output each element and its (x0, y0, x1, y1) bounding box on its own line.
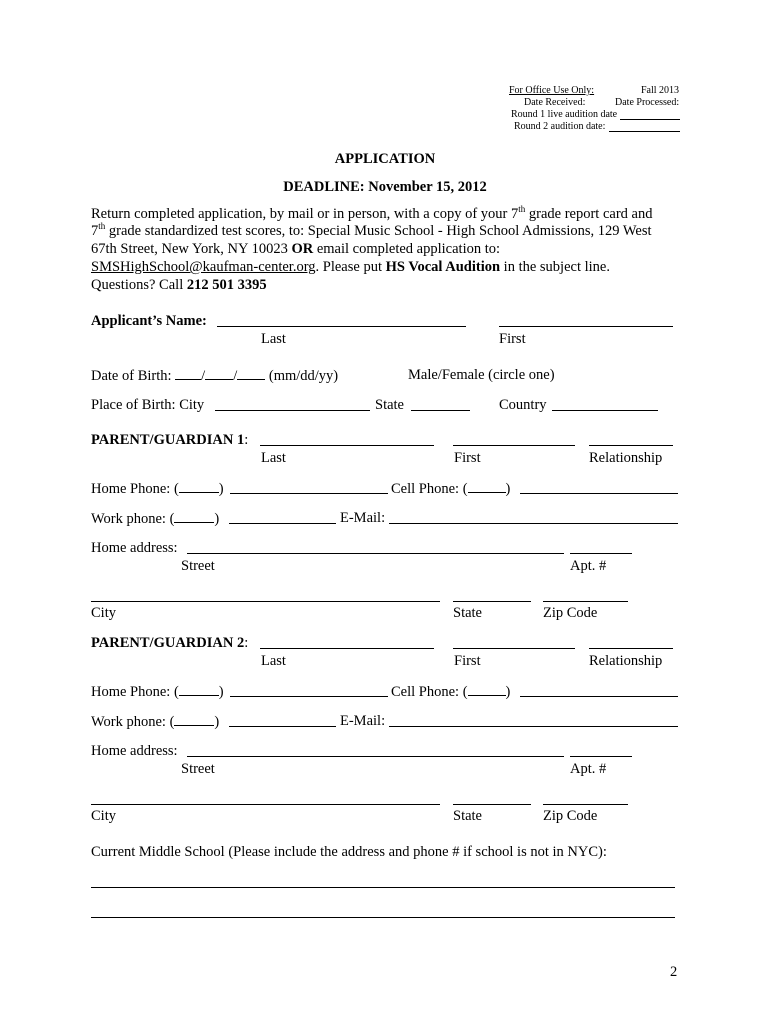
applicant-last-caption: Last (261, 331, 286, 347)
guardian-1-state-caption: State (453, 605, 482, 621)
guardian-1-work-phone-row (91, 509, 219, 528)
guardian-2-last-field[interactable] (260, 648, 434, 649)
guardian-2-home-area-code-field[interactable] (179, 682, 219, 696)
date-processed-label: Date Processed: (615, 97, 680, 108)
guardian-1-street-caption: Street (181, 558, 215, 574)
dob-separator: / (233, 368, 238, 384)
dob-label: Date of Birth: (91, 368, 172, 384)
guardian-label-text: PARENT/GUARDIAN 1 (91, 432, 245, 448)
guardian-2-relationship-caption: Relationship (589, 653, 663, 669)
superscript: th (98, 221, 106, 232)
colon: : (244, 432, 249, 448)
office-use-label: For Office Use Only: (509, 85, 595, 96)
guardian-1-home-area-code-field[interactable] (179, 479, 219, 493)
paren: ) (505, 684, 511, 700)
contact-phone: 212 501 3395 (186, 277, 267, 293)
applicant-first-field[interactable] (499, 326, 673, 327)
date-received-label: Date Received: (524, 97, 586, 108)
guardian-2-address-label: Home address: (91, 743, 178, 759)
birth-state-label: State (375, 397, 404, 413)
intro-or: OR (291, 241, 314, 257)
guardian-1-email-label: E-Mail: (340, 510, 386, 526)
page-title: APPLICATION (334, 151, 436, 167)
guardian-2-zip-field[interactable] (543, 804, 628, 805)
superscript: th (518, 204, 526, 215)
work-phone-label: Work phone: ( (91, 714, 175, 730)
email-link[interactable]: SMSHighSchool@kaufman-center.org (91, 259, 316, 275)
guardian-2-apt-caption: Apt. # (570, 761, 607, 777)
intro-line-3 (91, 240, 500, 258)
guardian-2-street-field[interactable] (187, 756, 564, 757)
guardian-1-label (91, 431, 248, 449)
guardian-1-address-label: Home address: (91, 540, 178, 556)
birth-city-label: Place of Birth: City (91, 397, 205, 413)
applicant-first-caption: First (499, 331, 526, 347)
guardian-1-first-field[interactable] (453, 445, 575, 446)
guardian-2-state-caption: State (453, 808, 482, 824)
guardian-1-work-area-code-field[interactable] (174, 509, 214, 523)
guardian-1-relationship-caption: Relationship (589, 450, 663, 466)
intro-text: in the subject line. (500, 259, 610, 275)
round1-label: Round 1 live audition date (511, 109, 618, 120)
guardian-1-apt-caption: Apt. # (570, 558, 607, 574)
round2-label: Round 2 audition date: (514, 121, 606, 132)
deadline: DEADLINE: November 15, 2012 (283, 179, 487, 195)
guardian-1-zip-field[interactable] (543, 601, 628, 602)
guardian-1-cell-phone-field[interactable] (520, 493, 678, 494)
guardian-2-zip-caption: Zip Code (543, 808, 598, 824)
intro-text: 67th Street, New York, NY 10023 (91, 241, 292, 257)
guardian-2-email-label: E-Mail: (340, 713, 386, 729)
guardian-1-home-phone-row (91, 479, 224, 498)
guardian-2-label (91, 634, 248, 652)
intro-text: Questions? Call (91, 277, 187, 293)
paren: ) (214, 511, 220, 527)
guardian-1-last-caption: Last (261, 450, 286, 466)
guardian-2-city-caption: City (91, 808, 116, 824)
guardian-label-text: PARENT/GUARDIAN 2 (91, 635, 245, 651)
paren: ) (505, 481, 511, 497)
work-phone-label: Work phone: ( (91, 511, 175, 527)
round1-field[interactable] (620, 119, 680, 120)
guardian-2-cell-phone-field[interactable] (520, 696, 678, 697)
colon: : (244, 635, 249, 651)
dob-month-field[interactable] (175, 366, 201, 380)
intro-text: email completed application to: (313, 241, 501, 257)
cell-phone-label: Cell Phone: ( (391, 684, 468, 700)
middle-school-field-line-1[interactable] (91, 887, 675, 888)
subject-line-text: HS Vocal Audition (385, 259, 501, 275)
paren: ) (218, 481, 224, 497)
guardian-1-state-field[interactable] (453, 601, 531, 602)
dob-year-field[interactable] (237, 366, 265, 380)
guardian-1-city-field[interactable] (91, 601, 440, 602)
guardian-1-cell-area-code-field[interactable] (468, 479, 506, 493)
middle-school-label: Current Middle School (Please include the address and phone # if school is not in NYC): (91, 844, 607, 860)
office-term: Fall 2013 (641, 85, 680, 96)
guardian-1-street-field[interactable] (187, 553, 564, 554)
guardian-2-first-field[interactable] (453, 648, 575, 649)
intro-text: 7 (91, 223, 99, 239)
dob-day-field[interactable] (205, 366, 233, 380)
cell-phone-label: Cell Phone: ( (391, 481, 468, 497)
guardian-2-work-area-code-field[interactable] (174, 712, 214, 726)
guardian-2-street-caption: Street (181, 761, 215, 777)
intro-text: . Please put (315, 259, 386, 275)
guardian-2-first-caption: First (454, 653, 481, 669)
intro-line-2 (91, 222, 652, 240)
birth-country-field[interactable] (552, 410, 658, 411)
home-phone-label: Home Phone: ( (91, 684, 179, 700)
guardian-1-apt-field[interactable] (570, 553, 632, 554)
intro-text: Return completed application, by mail or in person, with a copy of your 7 (91, 206, 519, 222)
guardian-2-home-phone-row (91, 682, 224, 701)
dob-separator: / (201, 368, 206, 384)
guardian-2-relationship-field[interactable] (589, 648, 673, 649)
middle-school-field-line-2[interactable] (91, 917, 675, 918)
guardian-2-cell-phone-row (391, 682, 510, 701)
gender-select[interactable]: Male/Female (circle one) (408, 367, 555, 383)
guardian-2-email-field[interactable] (389, 726, 678, 727)
birth-country-label: Country (499, 397, 547, 413)
guardian-1-cell-phone-row (391, 479, 510, 498)
page-number: 2 (670, 964, 678, 980)
guardian-1-work-phone-field[interactable] (229, 523, 336, 524)
applicant-name-label: Applicant’s Name: (91, 313, 207, 329)
guardian-2-work-phone-field[interactable] (229, 726, 336, 727)
round2-field[interactable] (609, 131, 680, 132)
guardian-2-cell-area-code-field[interactable] (468, 682, 506, 696)
applicant-last-field[interactable] (217, 326, 466, 327)
guardian-1-city-caption: City (91, 605, 116, 621)
paren: ) (218, 684, 224, 700)
guardian-1-relationship-field[interactable] (589, 445, 673, 446)
intro-text: grade report card and (525, 206, 653, 222)
guardian-2-state-field[interactable] (453, 804, 531, 805)
guardian-2-city-field[interactable] (91, 804, 440, 805)
guardian-2-work-phone-row (91, 712, 219, 731)
guardian-2-apt-field[interactable] (570, 756, 632, 757)
guardian-1-last-field[interactable] (260, 445, 434, 446)
birth-state-field[interactable] (411, 410, 470, 411)
intro-line-4 (91, 258, 610, 276)
guardian-2-last-caption: Last (261, 653, 286, 669)
paren: ) (214, 714, 220, 730)
guardian-2-home-phone-field[interactable] (230, 696, 388, 697)
guardian-1-zip-caption: Zip Code (543, 605, 598, 621)
birth-city-field[interactable] (215, 410, 370, 411)
dob-format: (mm/dd/yy) (268, 368, 339, 384)
intro-line-5 (91, 276, 267, 294)
guardian-1-email-field[interactable] (389, 523, 678, 524)
intro-line-1 (91, 205, 652, 223)
guardian-1-first-caption: First (454, 450, 481, 466)
home-phone-label: Home Phone: ( (91, 481, 179, 497)
intro-text: grade standardized test scores, to: Special Music School - High School Admissions, 129 West (105, 223, 652, 239)
dob-row (91, 366, 338, 385)
guardian-1-home-phone-field[interactable] (230, 493, 388, 494)
